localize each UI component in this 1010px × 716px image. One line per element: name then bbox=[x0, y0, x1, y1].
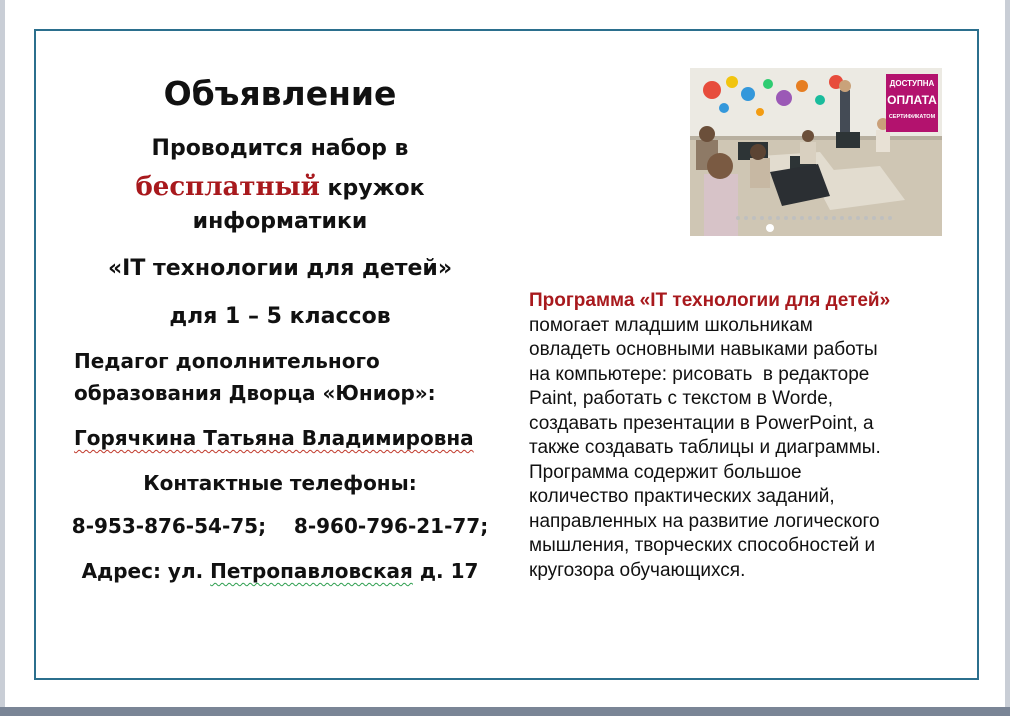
classroom-photo bbox=[690, 68, 942, 236]
program-line: создавать презентации в PowerPoint, а bbox=[529, 412, 874, 434]
program-line: помогает младшим школьникам bbox=[529, 314, 813, 336]
teacher-name bbox=[74, 426, 474, 450]
announcement-title: Объявление bbox=[163, 74, 397, 113]
club-word: кружок bbox=[319, 176, 425, 201]
grades-line: для 1 – 5 классов bbox=[169, 304, 391, 329]
program-title: Программа «IT технологии для детей» bbox=[529, 290, 891, 311]
teacher-name-text: Горячкина Татьяна Владимировна bbox=[74, 426, 474, 450]
badge-top-text: ДОСТУПНА bbox=[889, 79, 935, 88]
page-bottom-edge bbox=[0, 707, 1010, 716]
program-line: количество практических заданий, bbox=[529, 486, 835, 507]
program-line: на компьютере: рисовать в редакторе bbox=[529, 363, 870, 385]
page-right-edge bbox=[1005, 0, 1010, 716]
teacher-line-1: Педагог дополнительного bbox=[74, 349, 380, 373]
program-line: овладеть основными навыками работы bbox=[529, 339, 878, 360]
address-suffix: д. 17 bbox=[412, 559, 479, 583]
program-line: мышления, творческих способностей и bbox=[529, 535, 876, 556]
badge-main-text: ОПЛАТА bbox=[887, 93, 937, 107]
program-description bbox=[529, 289, 949, 583]
contacts-label: Контактные телефоны: bbox=[143, 471, 417, 495]
program-line: кругозора обучающихся. bbox=[529, 559, 746, 581]
teacher-line-2: образования Дворца «Юниор»: bbox=[74, 381, 436, 405]
program-line: Программа содержит большое bbox=[529, 461, 802, 483]
page-left-edge bbox=[0, 0, 5, 716]
free-word: бесплатный bbox=[135, 172, 320, 202]
free-club-line bbox=[80, 172, 480, 202]
club-name: «IT технологии для детей» bbox=[107, 256, 453, 281]
subject-line: информатики bbox=[192, 209, 368, 234]
address-line bbox=[80, 559, 480, 583]
program-line: также создавать таблицы и диаграммы. bbox=[529, 437, 881, 458]
address-street: Петропавловская bbox=[210, 559, 413, 583]
phone-numbers: 8-953-876-54-75; 8-960-796-21-77; bbox=[71, 514, 489, 538]
address-prefix: Адрес: ул. bbox=[81, 559, 211, 583]
recruitment-line: Проводится набор в bbox=[151, 136, 409, 161]
badge-bottom-text: СЕРТИФИКАТОМ bbox=[888, 114, 936, 120]
program-line: направленных на развитие логического bbox=[529, 510, 880, 532]
program-line: Paint, работать с текстом в Worde, bbox=[529, 388, 834, 409]
